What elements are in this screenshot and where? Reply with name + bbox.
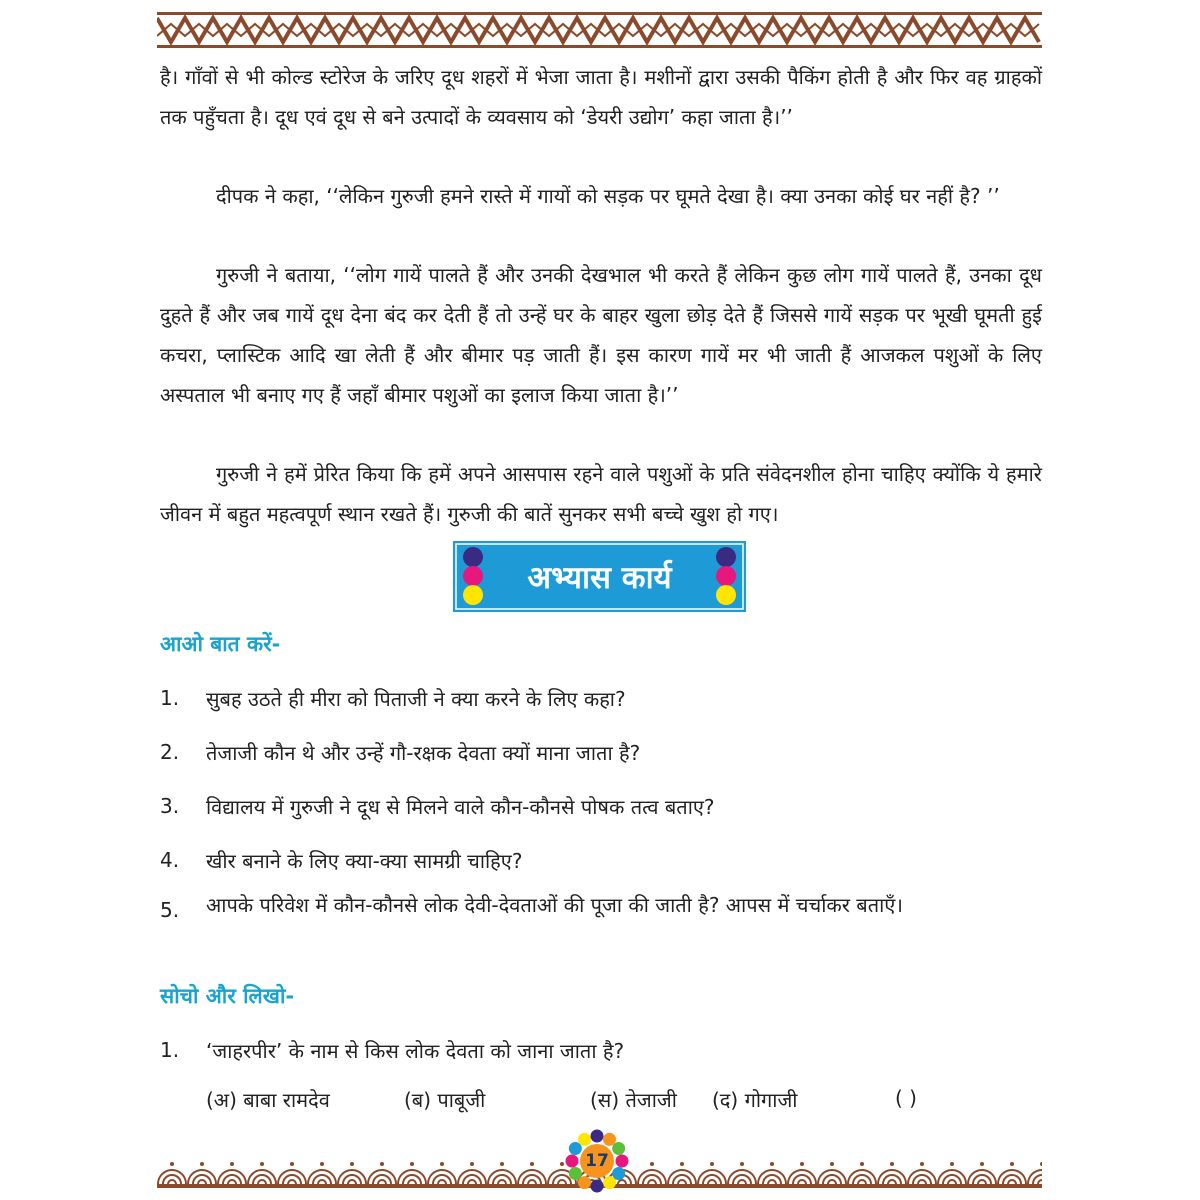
question-text: खीर बनाने के लिए क्या-क्या सामग्री चाहिए? <box>206 849 523 873</box>
option-c: (स) तेजाजी <box>590 1088 677 1112</box>
story-paragraph-3: गुरुजी ने बताया, ‘‘लोग गायें पालते हैं और उनकी देखभाल भी करते हैं लेकिन कुछ लोग गायें पालते हैं, उनका दूध दुहते हैं और जब गायें दूध देना बंद कर देती हैं तो उन्हें घर के बाहर खुला छोड़ देते हैं जिससे गायें सड़क पर भूखी घूमती हुई कचरा, प्लास्टिक आदि खा लेती हैं और बीमार पड़ जाती हैं। इस कारण गायें मर भी जाती हैं आजकल पशुओं के लिए अस्पताल भी बनाए गए हैं जहाँ बीमार पशुओं का इलाज किया जाता है।’’ <box>160 263 1042 407</box>
question-number: 3. <box>160 794 180 818</box>
answer-blank: ( ) <box>895 1086 917 1110</box>
question-text: सुबह उठते ही मीरा को पिताजी ने क्या करने के लिए कहा? <box>206 687 626 711</box>
option-a: (अ) बाबा रामदेव <box>206 1088 330 1112</box>
story-paragraph-1: है। गाँवों से भी कोल्ड स्टोरेज के जरिए दूध शहरों में भेजा जाता है। मशीनों द्वारा उसकी पैकिंग होती है और फिर वह ग्राहकों तक पहुँचता है। दूध एवं दूध से बने उत्पादों के व्यवसाय को ‘डेयरी उद्योग’ कहा जाता है।’’ <box>160 65 1042 129</box>
question-number: 1. <box>160 686 180 710</box>
option-b: (ब) पाबूजी <box>404 1088 486 1112</box>
question-text: आपके परिवेश में कौन-कौनसे लोक देवी-देवताओं की पूजा की जाती है? आपस में चर्चाकर बताएँ। <box>206 893 903 917</box>
question-text: विद्यालय में गुरुजी ने दूध से मिलने वाले कौन-कौनसे पोषक तत्व बताए? <box>206 795 715 819</box>
question-text: तेजाजी कौन थे और उन्हें गौ-रक्षक देवता क्यों माना जाता है? <box>206 741 641 765</box>
banner-title: अभ्यास कार्य <box>527 559 672 596</box>
question-text: ‘जाहरपीर’ के नाम से किस लोक देवता को जाना जाता है? <box>206 1039 625 1063</box>
option-d: (द) गोगाजी <box>712 1088 798 1112</box>
question-number: 2. <box>160 740 180 764</box>
page-number: 17 <box>585 1151 609 1171</box>
section-heading-think-write: सोचो और लिखो- <box>160 984 295 1008</box>
section-heading-talk: आओ बात करें- <box>160 632 281 656</box>
question-number: 5. <box>160 898 180 922</box>
question-number: 4. <box>160 848 180 872</box>
story-paragraph-2: दीपक ने कहा, ‘‘लेकिन गुरुजी हमने रास्ते में गायों को सड़क पर घूमते देखा है। क्या उनका कोई घर नहीं है? ’’ <box>216 184 1000 208</box>
question-number: 1. <box>160 1038 180 1062</box>
story-paragraph-4: गुरुजी ने हमें प्रेरित किया कि हमें अपने आसपास रहने वाले पशुओं के प्रति संवेदनशील होना चाहिए क्योंकि ये हमारे जीवन में बहुत महत्वपूर्ण स्थान रखते हैं। गुरुजी की बातें सुनकर सभी बच्चे खुश हो गए। <box>160 462 1042 526</box>
top-decorative-border <box>157 12 1042 48</box>
